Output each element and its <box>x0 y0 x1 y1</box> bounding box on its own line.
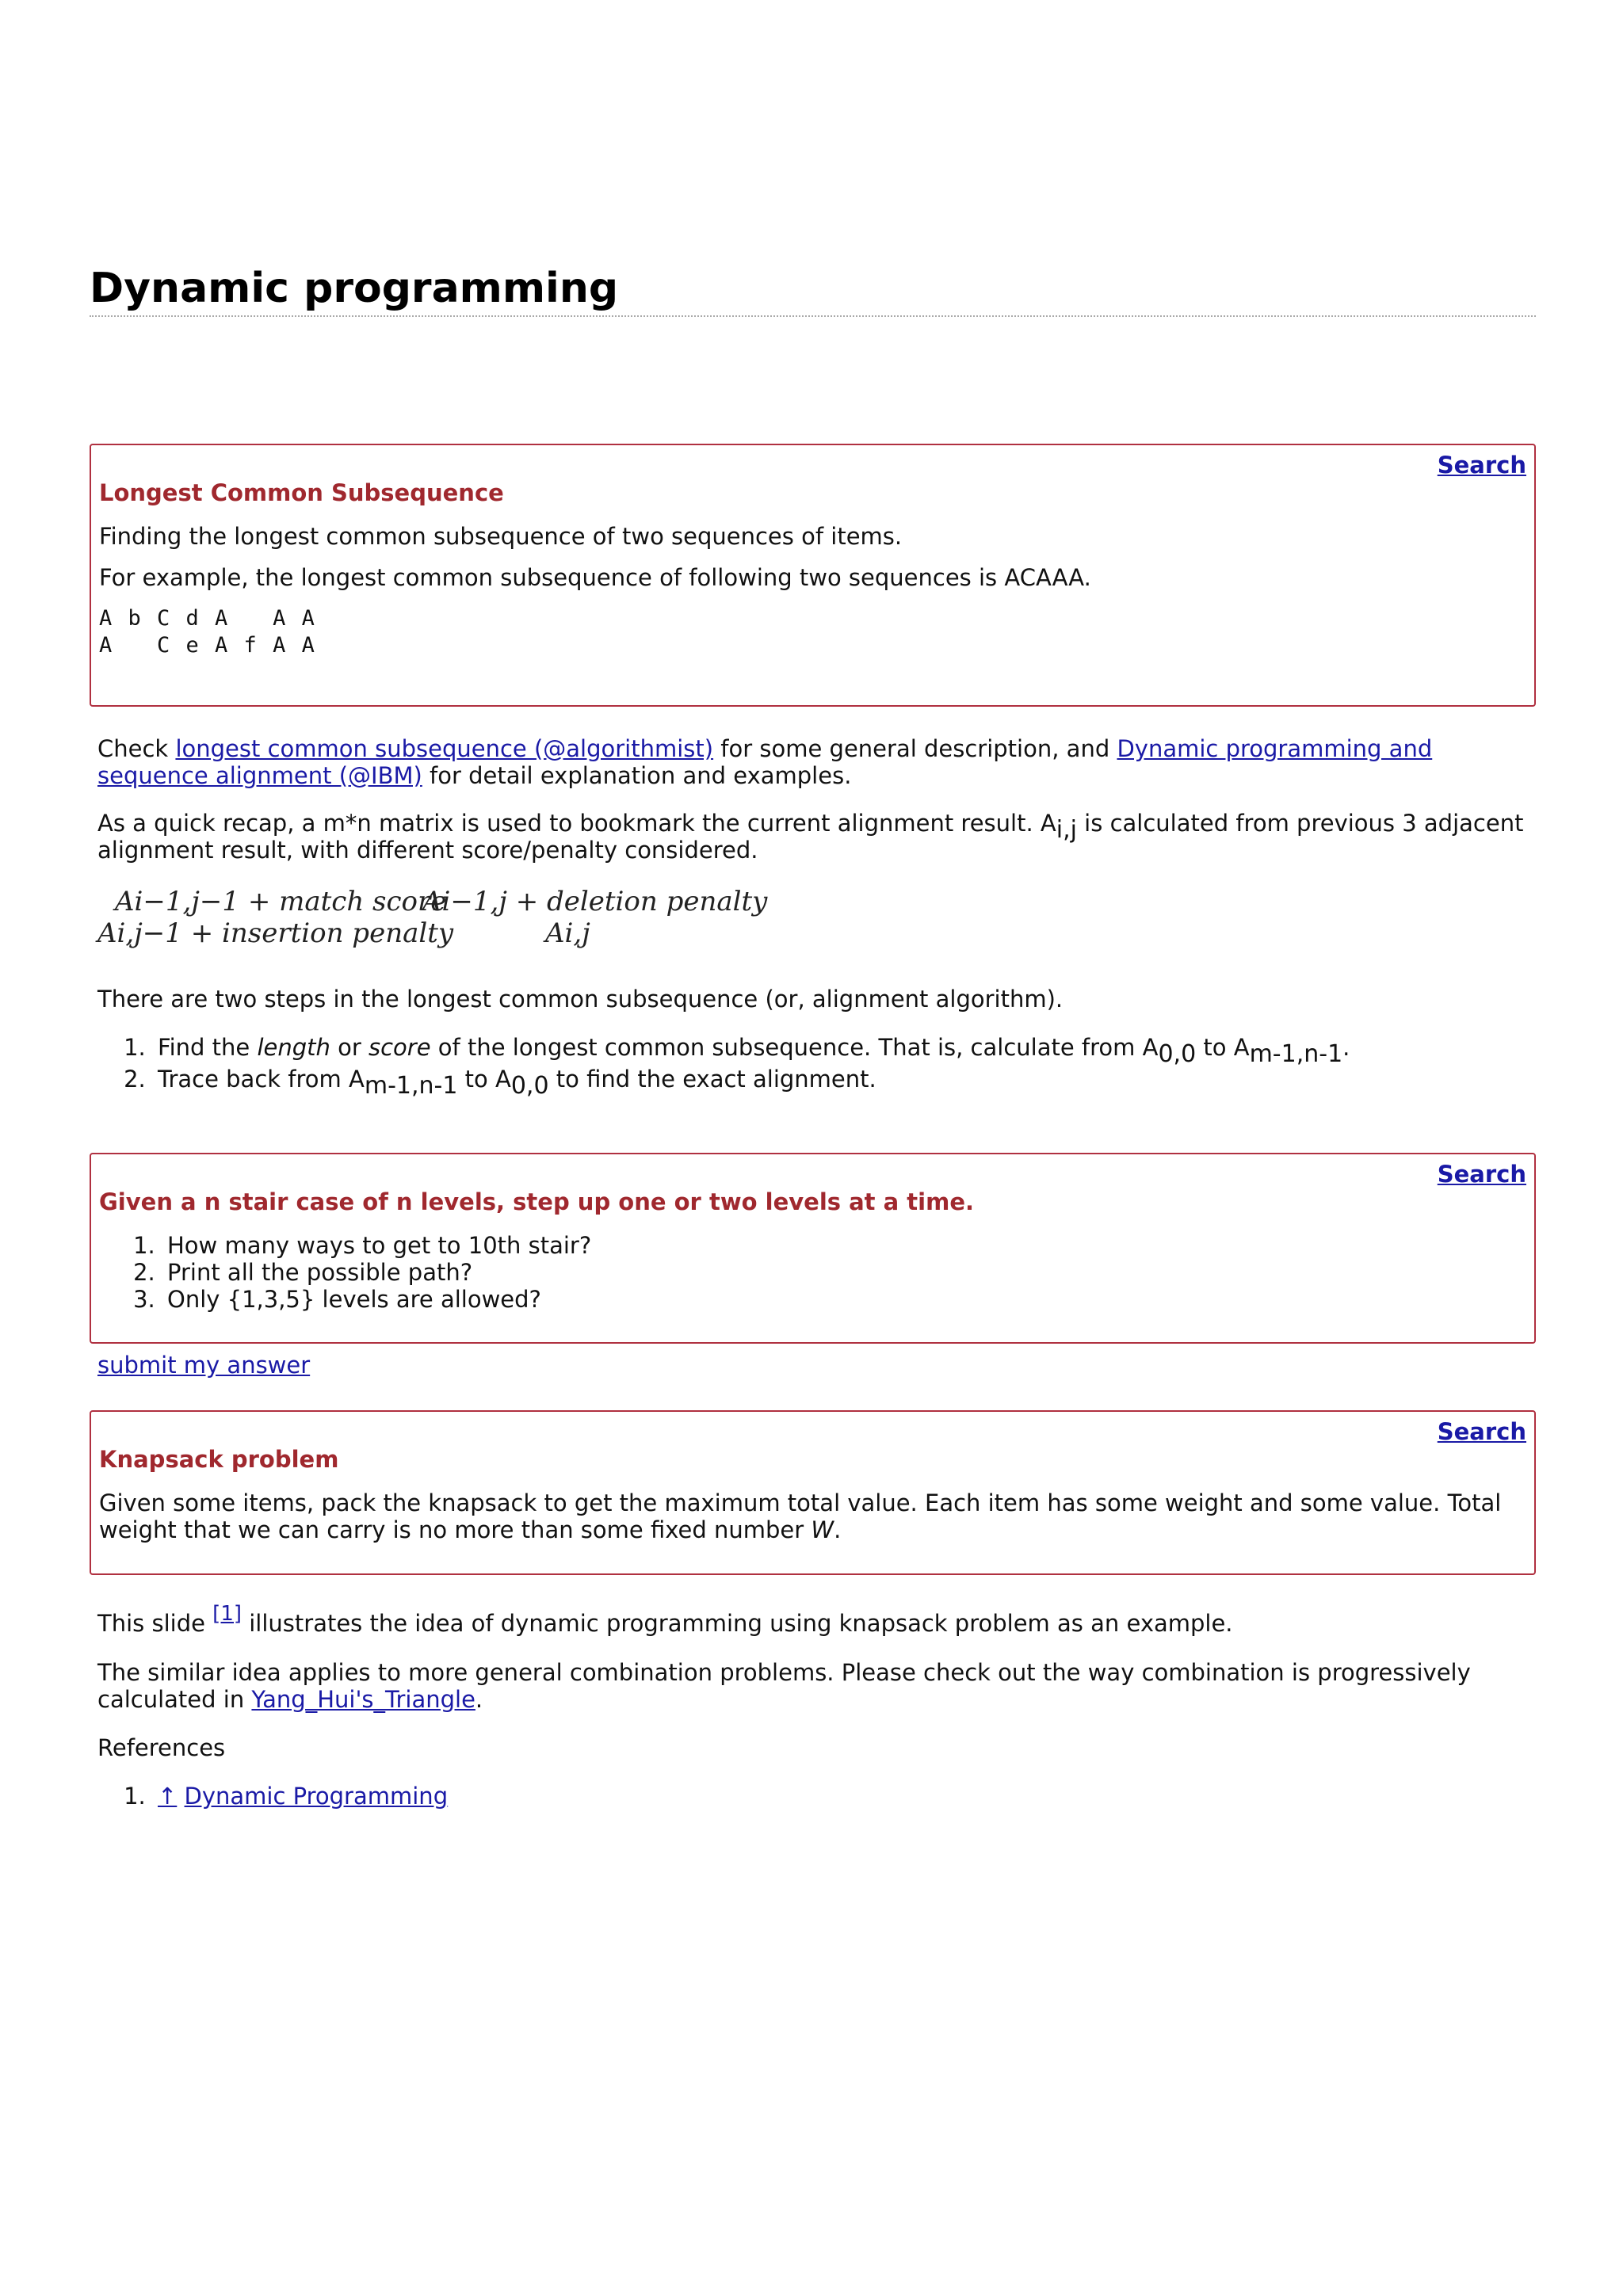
yang-hui-triangle-link[interactable]: Yang_Hui's_Triangle <box>251 1686 475 1713</box>
stair-questions <box>99 1232 1526 1313</box>
lcs-example: For example, the longest common subsequence of following two sequences is ACAAA. <box>99 564 1091 591</box>
list-item: 3. Only {1,3,5} levels are allowed? <box>162 1286 1526 1313</box>
knapsack-search-link[interactable]: Search <box>1437 1418 1526 1445</box>
stair-search-link[interactable]: Search <box>1437 1161 1526 1188</box>
dynamic-programming-ref-link[interactable]: Dynamic Programming <box>184 1783 449 1810</box>
steps-intro: There are two steps in the longest common subsequence (or, alignment algorithm). <box>97 986 1064 1013</box>
reference-1-link[interactable]: [1] <box>212 1602 242 1626</box>
formula-top-right: Ai−1,j + deletion penalty <box>422 886 768 917</box>
submit-answer-link[interactable]: submit my answer <box>97 1352 311 1379</box>
algorithmist-link[interactable]: longest common subsequence (@algorithmist) <box>175 735 714 762</box>
sequence-2: A C e A f A A <box>99 633 316 658</box>
stair-box-title: Given a n stair case of n levels, step up one or two levels at a time. <box>99 1188 975 1215</box>
back-arrow-link[interactable]: ↑ <box>158 1783 178 1810</box>
formula-bottom-right: Ai,j <box>545 917 590 949</box>
stair-box <box>90 1153 1536 1344</box>
knapsack-box <box>90 1410 1536 1575</box>
list-item: 2. Print all the possible path? <box>162 1259 1526 1286</box>
list-item <box>153 1783 1516 1810</box>
ibm-link[interactable]: Dynamic programming and sequence alignment (@IBM) <box>97 735 1433 789</box>
page-title: Dynamic programming <box>90 261 1536 317</box>
check-paragraph: Check longest common subsequence (@algorithmist) for some general description, and Dynamic programming and sequence alignment (@IBM) for detail explanation and examples. <box>97 735 1433 789</box>
knapsack-box-title: Knapsack problem <box>99 1446 339 1473</box>
lcs-sequences <box>99 605 1526 659</box>
formula-top-left: Ai−1,j−1 + match score <box>115 886 447 917</box>
lcs-intro: Finding the longest common subsequence of two sequences of items. <box>99 523 903 550</box>
list-item: 2. Trace back from $A_{m-1,n-1}$ to $A_{0,0}$ to find the exact alignment. <box>153 1066 1516 1093</box>
slide-paragraph: This slide [1] illustrates the idea of dynamic programming using knapsack problem as an example. <box>97 1602 1233 1637</box>
knapsack-description: Given some items, pack the knapsack to get the maximum total value. Each item has some weight and some value. Total weight that we can carry is no more than some fixed number W. <box>99 1489 1502 1543</box>
references-list <box>90 1783 1516 1810</box>
recap-paragraph: As a quick recap, a m*n matrix is used to bookmark the current alignment result. $A_{i,j}$ is calculated from previous 3 adjacent alignment result, with different score/penalty considered. <box>97 810 1524 864</box>
list-item: 1. Find the length or score of the longest common subsequence. That is, calculate from $A_{0,0}$ to $A_{m-1,n-1}$. <box>153 1034 1516 1061</box>
lcs-search-link[interactable]: Search <box>1437 452 1526 479</box>
lcs-box-title: Longest Common Subsequence <box>99 479 504 506</box>
alignment-formula <box>97 886 768 957</box>
lcs-box <box>90 444 1536 707</box>
references-heading: References <box>97 1734 226 1761</box>
combination-paragraph: The similar idea applies to more general combination problems. Please check out the way combination is progressively calculated in Yang_Hui's_Triangle. <box>97 1659 1471 1713</box>
steps-list <box>90 1034 1516 1100</box>
list-item: 1. How many ways to get to 10th stair? <box>162 1232 1526 1259</box>
sequence-1: A b C d A A A <box>99 606 316 631</box>
formula-bottom-left: Ai,j−1 + insertion penalty <box>97 917 454 949</box>
